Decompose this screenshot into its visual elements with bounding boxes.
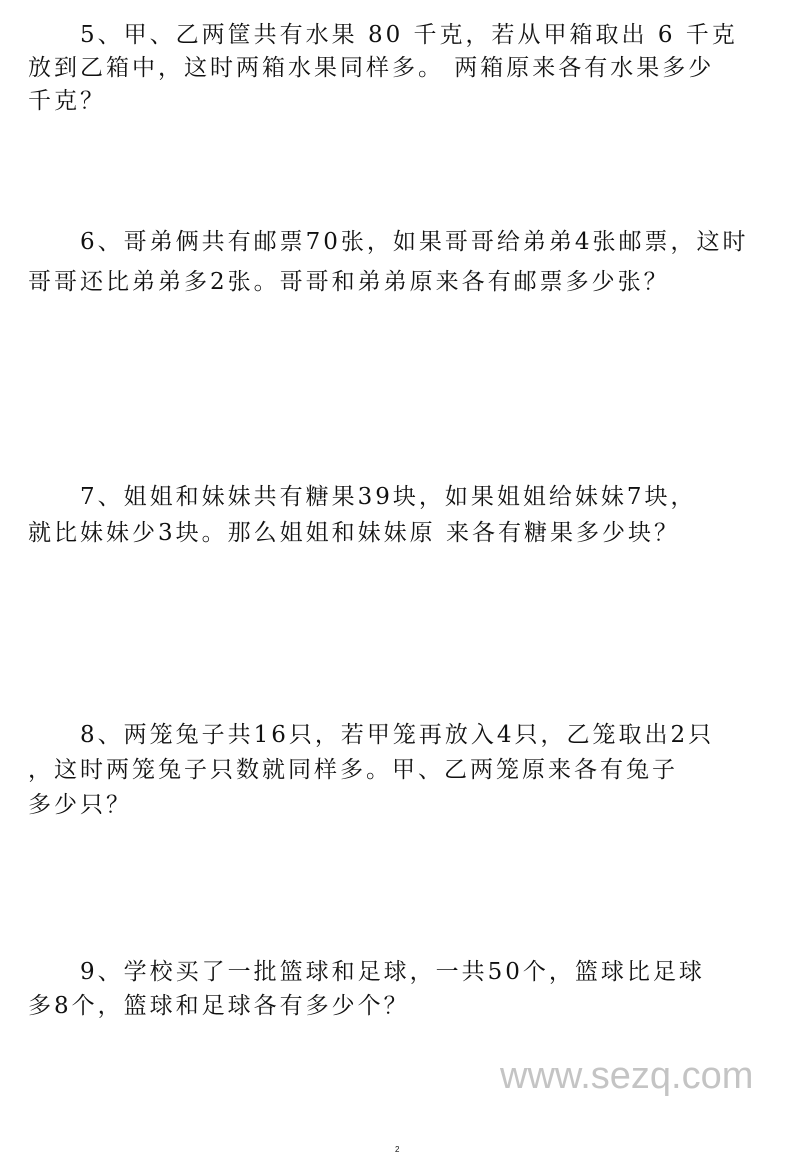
question-line: 7、姐姐和妹妹共有糖果39块，如果姐姐给妹妹7块， bbox=[80, 484, 697, 510]
question-line: 就比妹妹少3块。那么姐姐和妹妹原 来各有糖果多少块？ bbox=[28, 520, 680, 546]
question-line: 多少只？ bbox=[28, 792, 132, 818]
question-line: 9、学校买了一批篮球和足球，一共50个，篮球比足球 bbox=[80, 959, 705, 985]
watermark: www.sezq.com bbox=[500, 1055, 754, 1097]
question-line: 多8个，篮球和足球各有多少个？ bbox=[28, 993, 410, 1019]
question-line: 放到乙箱中，这时两箱水果同样多。 两箱原来各有水果多少 bbox=[28, 55, 715, 81]
question-line: 千克？ bbox=[28, 88, 106, 114]
question-line: 8、两笼兔子共16只，若甲笼再放入4只，乙笼取出2只 bbox=[80, 722, 715, 748]
question-line: 5、甲、乙两筐共有水果 80 千克，若从甲箱取出 6 千克 bbox=[80, 22, 738, 48]
question-line: 哥哥还比弟弟多2张。哥哥和弟弟原来各有邮票多少张？ bbox=[28, 269, 670, 295]
question-line: ，这时两笼兔子只数就同样多。甲、乙两笼原来各有兔子 bbox=[28, 757, 678, 783]
page-number: 2 bbox=[395, 1145, 400, 1154]
question-line: 6、哥弟俩共有邮票70张，如果哥哥给弟弟4张邮票，这时 bbox=[80, 229, 749, 255]
